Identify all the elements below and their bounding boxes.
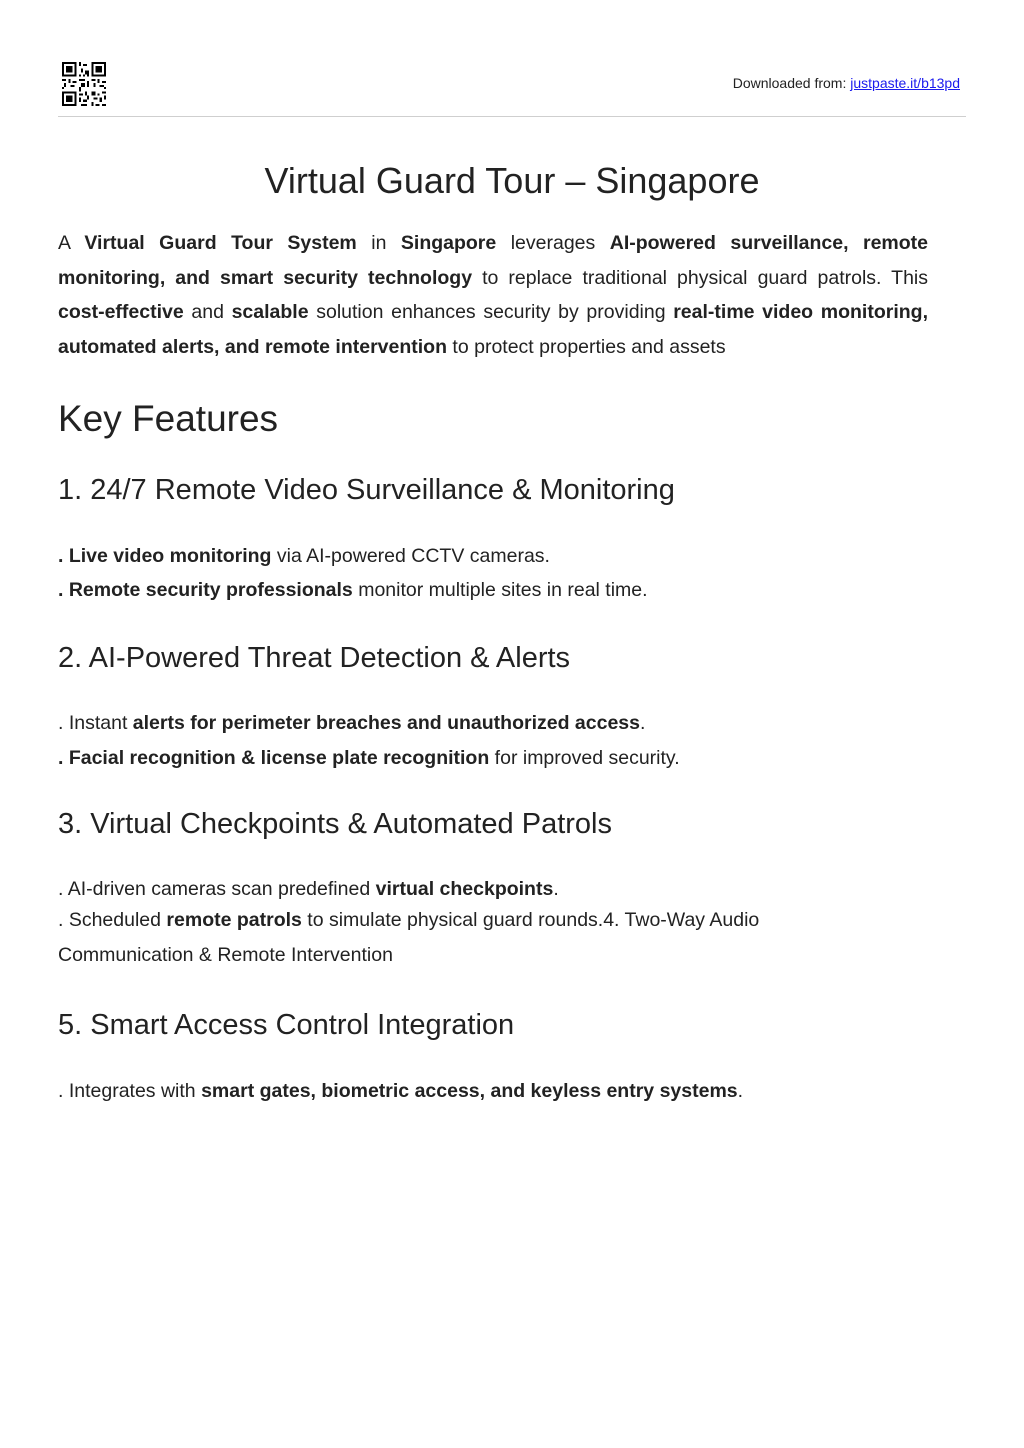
intro-bold: Virtual Guard Tour System (84, 232, 357, 254)
item-bold: . Live video monitoring (58, 545, 272, 567)
intro-text: and (183, 301, 232, 323)
item-text: . Scheduled (58, 909, 167, 931)
section-heading: 1. 24/7 Remote Video Surveillance & Monitoring (58, 474, 675, 506)
item-text: . AI-driven cameras scan predefined (58, 878, 376, 900)
item-bold: smart gates, biometric access, and keyless entry systems (201, 1080, 738, 1102)
item-text: . (640, 712, 646, 734)
source-link[interactable]: justpaste.it/b13pd (850, 75, 960, 91)
section-heading: 3. Virtual Checkpoints & Automated Patrols (58, 808, 612, 840)
list-item (58, 577, 648, 603)
download-source (733, 75, 960, 91)
item-text: . Integrates with (58, 1080, 202, 1102)
download-header (58, 0, 966, 117)
item-text: . Instant (58, 712, 133, 734)
item-bold: alerts for perimeter breaches and unauthorized access (132, 712, 640, 734)
section-heading: 5. Smart Access Control Integration (58, 1009, 515, 1041)
item-bold: remote patrols (166, 909, 302, 931)
item-bold: virtual checkpoints (375, 878, 554, 900)
intro-text: leverages (496, 232, 610, 254)
item-bold: . Facial recognition & license plate recognition (58, 747, 490, 769)
list-item (58, 543, 550, 569)
qr-code-icon (62, 62, 106, 106)
item-text: . (737, 1080, 744, 1102)
document-page (58, 0, 966, 1102)
download-label: Downloaded from: (732, 75, 851, 91)
intro-bold: real-time video monitoring, automated alerts, and remote intervention (58, 301, 928, 358)
intro-bold: scalable (231, 301, 309, 323)
list-item (58, 907, 759, 933)
intro-paragraph (58, 226, 928, 364)
section-heading: 2. AI-Powered Threat Detection & Alerts (58, 642, 571, 674)
intro-text: in (356, 232, 401, 254)
intro-text: A (58, 232, 85, 254)
intro-bold: cost-effective (58, 301, 184, 323)
item-text: to simulate physical guard rounds.4. Two-Way Audio (301, 909, 760, 931)
intro-bold: AI-powered surveillance, remote monitoring, and smart security technology (58, 232, 929, 289)
list-item (58, 1078, 743, 1104)
list-item (58, 710, 645, 736)
list-item (58, 745, 680, 771)
item-text: for improved security. (489, 747, 680, 769)
intro-bold: Singapore (400, 232, 497, 254)
item-text: monitor multiple sites in real time. (352, 579, 648, 601)
intro-text: to replace traditional physical guard patrols. This (472, 266, 928, 289)
page-title: Virtual Guard Tour – Singapore (264, 160, 760, 201)
item-text: Communication & Remote Intervention (58, 944, 393, 966)
item-text: . (553, 878, 559, 900)
intro-text: to protect properties and assets (447, 335, 726, 358)
item-text: via AI-powered CCTV cameras. (271, 545, 550, 567)
list-item (58, 942, 393, 968)
list-item (58, 876, 559, 902)
intro-text: solution enhances security by providing (308, 301, 674, 323)
item-bold: . Remote security professionals (58, 579, 353, 601)
key-features-heading: Key Features (58, 398, 279, 439)
